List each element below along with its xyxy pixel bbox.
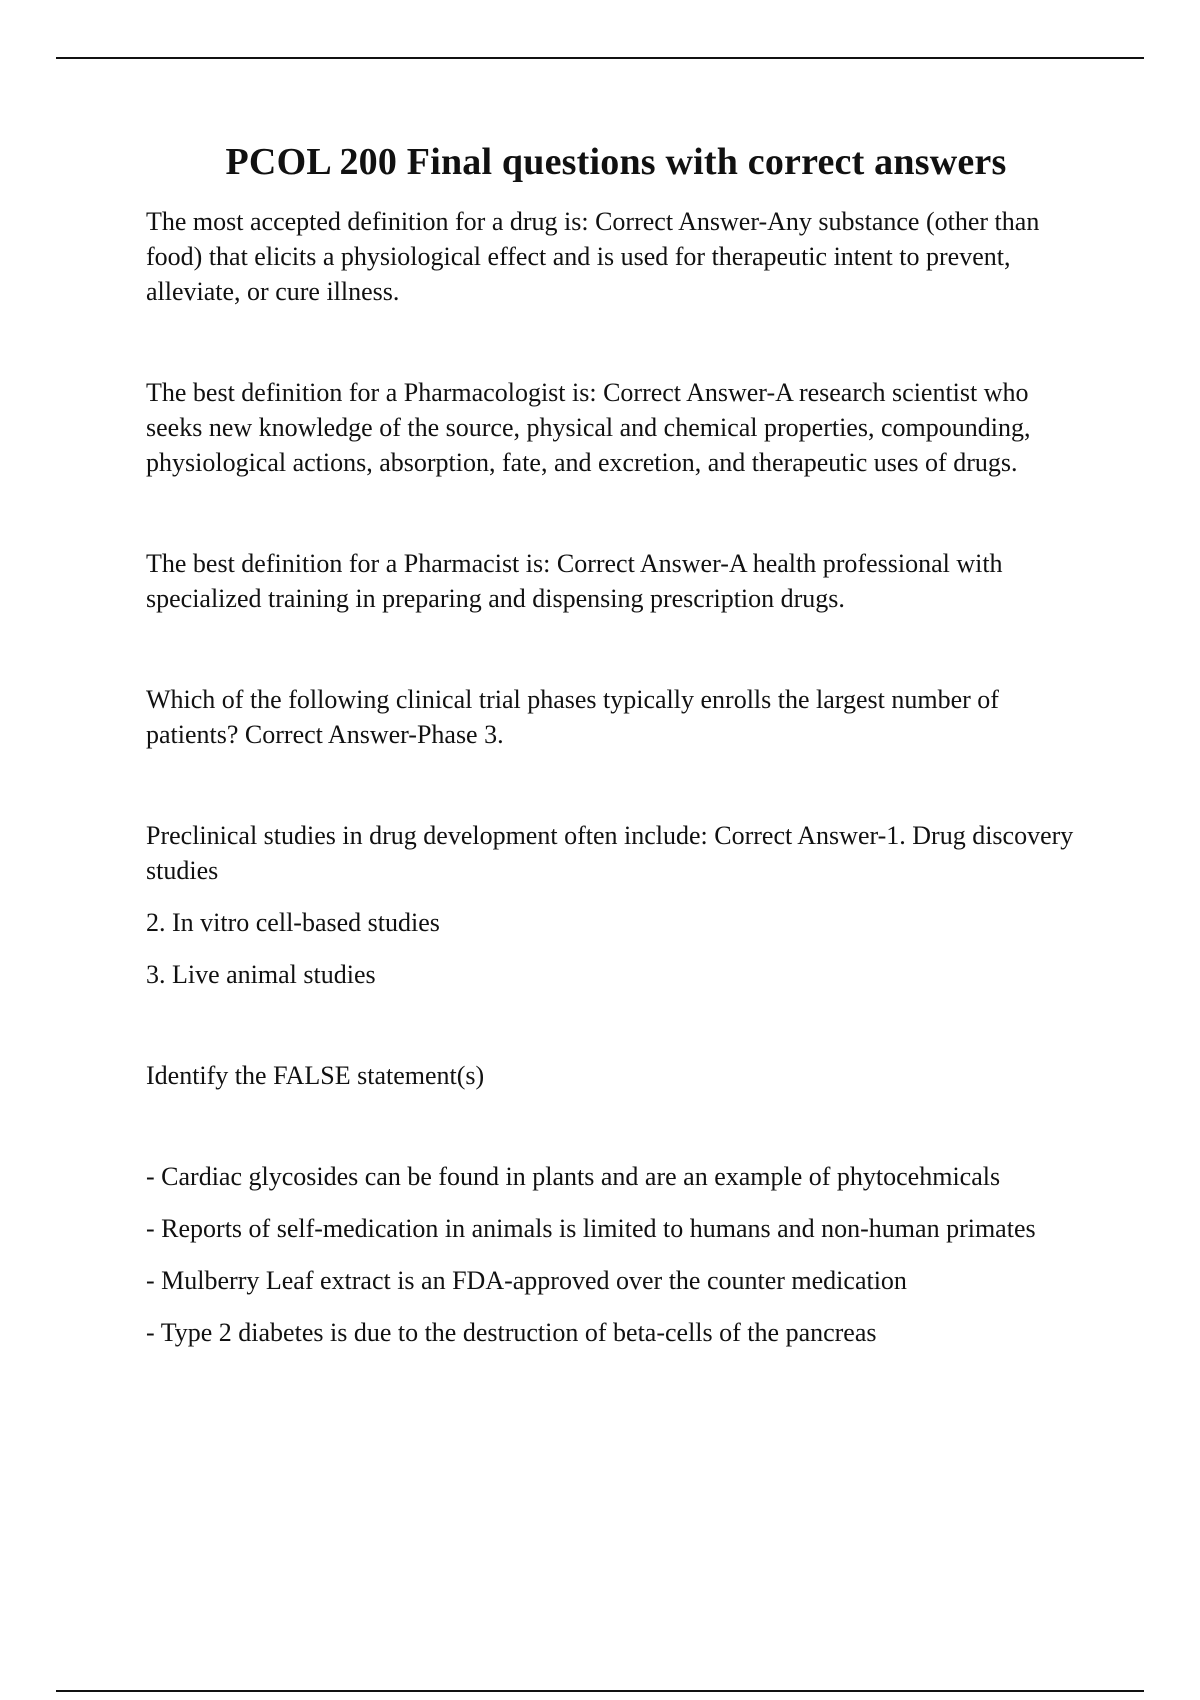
spacer bbox=[146, 1093, 1086, 1159]
spacer bbox=[146, 1246, 1086, 1263]
spacer bbox=[146, 616, 1086, 682]
top-rule bbox=[56, 57, 1144, 59]
list-item-type-2-diabetes: - Type 2 diabetes is due to the destruction of beta-cells of the pancreas bbox=[146, 1318, 877, 1347]
spacer bbox=[146, 888, 1086, 905]
list-item-live-animal: 3. Live animal studies bbox=[146, 960, 376, 989]
paragraph-preclinical-studies: Preclinical studies in drug development often include: Correct Answer-1. Drug discovery studies bbox=[146, 821, 1074, 885]
spacer bbox=[146, 480, 1086, 546]
spacer bbox=[146, 940, 1086, 957]
bottom-rule bbox=[56, 1690, 1144, 1692]
spacer bbox=[146, 752, 1086, 818]
document-body bbox=[146, 138, 1086, 1350]
spacer bbox=[146, 309, 1086, 375]
list-item-cardiac-glycosides: - Cardiac glycosides can be found in plants and are an example of phytocehmicals bbox=[146, 1162, 1001, 1191]
paragraph-pharmacologist-definition: The best definition for a Pharmacologist is: Correct Answer-A research scientist who seeks new knowledge of the source, physical and chemical properties, compounding, physiological actions, absorption, fate, and excretion, and therapeutic uses of drugs. bbox=[146, 378, 1031, 477]
question-false-statements: Identify the FALSE statement(s) bbox=[146, 1061, 485, 1090]
paragraph-pharmacist-definition: The best definition for a Pharmacist is: Correct Answer-A health professional with specialized training in preparing and dispensing prescription drugs. bbox=[146, 549, 1003, 613]
list-item-in-vitro: 2. In vitro cell-based studies bbox=[146, 908, 440, 937]
spacer bbox=[146, 1194, 1086, 1211]
document-title: PCOL 200 Final questions with correct answers bbox=[225, 141, 1007, 183]
list-item-self-medication: - Reports of self-medication in animals is limited to humans and non-human primates bbox=[146, 1214, 1036, 1243]
spacer bbox=[146, 992, 1086, 1058]
list-item-mulberry-leaf: - Mulberry Leaf extract is an FDA-approved over the counter medication bbox=[146, 1266, 907, 1295]
spacer bbox=[146, 1298, 1086, 1315]
paragraph-clinical-trial-phases: Which of the following clinical trial phases typically enrolls the largest number of patients? Correct Answer-Phase 3. bbox=[146, 685, 999, 749]
paragraph-drug-definition: The most accepted definition for a drug is: Correct Answer-Any substance (other than food) that elicits a physiological effect and is used for therapeutic intent to prevent, alleviate, or cure illness. bbox=[146, 207, 1040, 306]
